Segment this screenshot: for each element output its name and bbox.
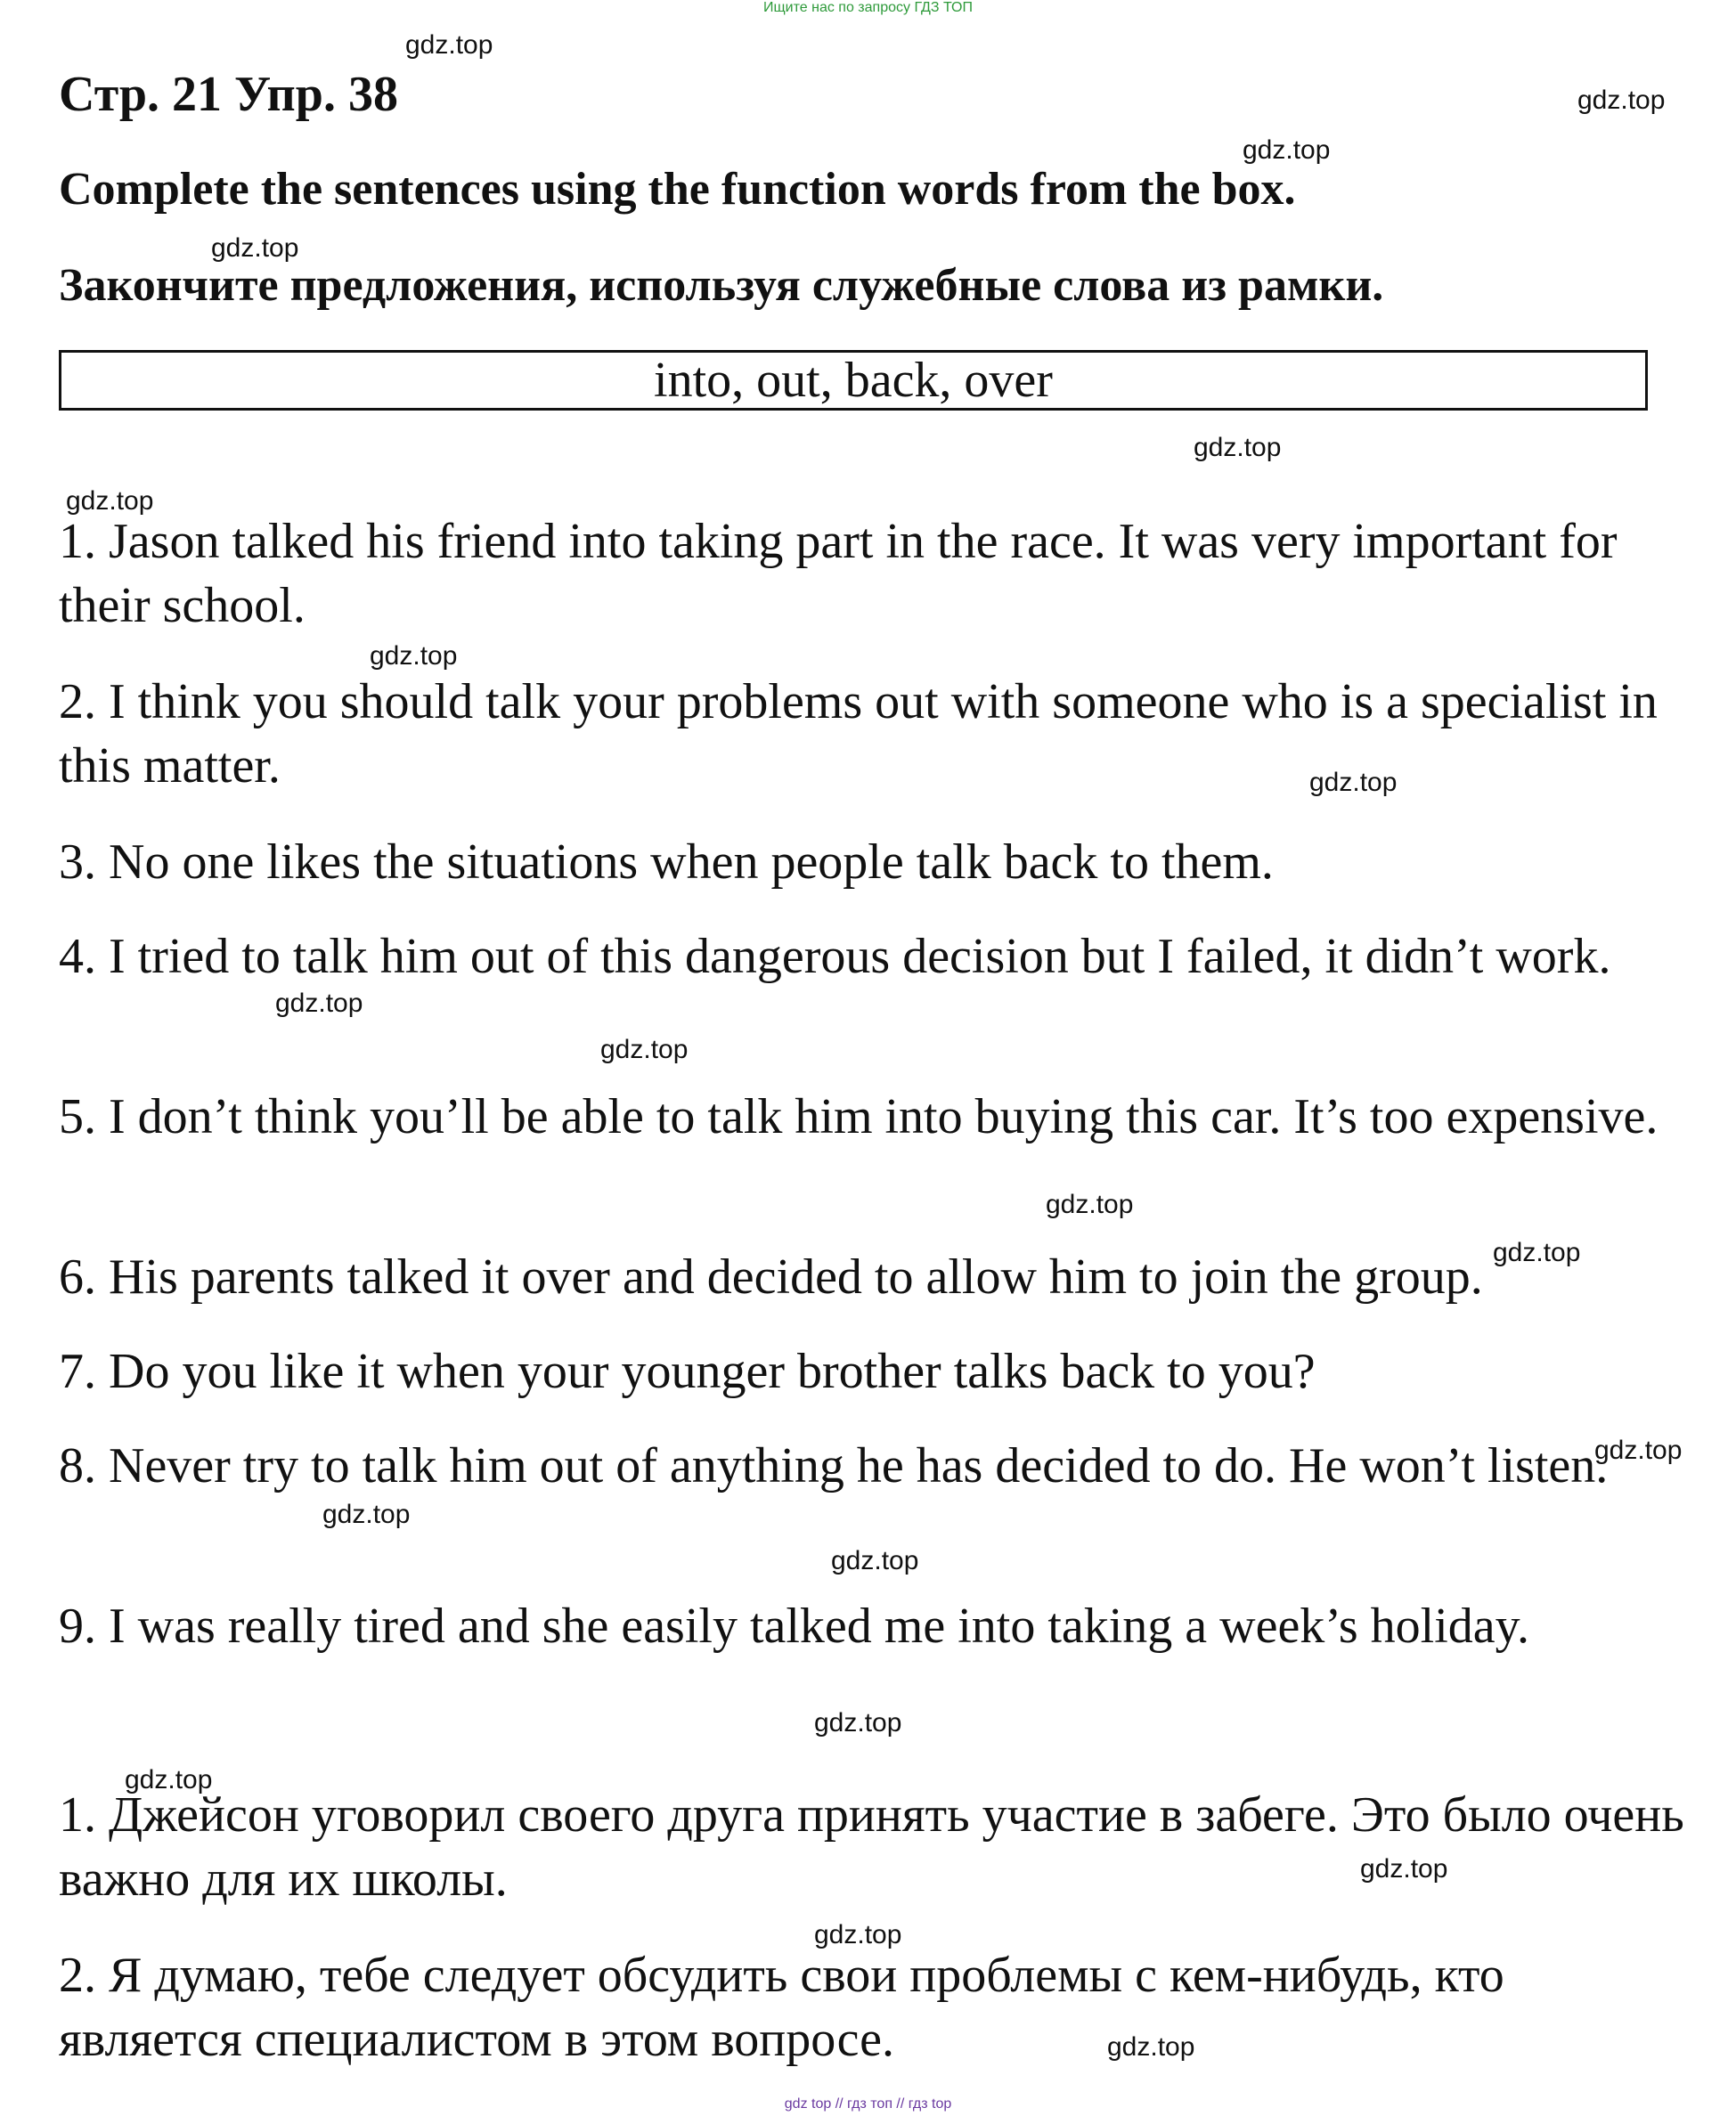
watermark: gdz.top	[1493, 1238, 1581, 1267]
instruction-english: Complete the sentences using the function words from the box.	[59, 164, 1296, 215]
sentence-ru-1: 1. Джейсон уговорил своего друга принять участие в забеге. Это было очень важно для их школы.	[59, 1787, 1684, 1907]
watermark: gdz.top	[1243, 135, 1331, 165]
sentence-en-6: 6. His parents talked it over and decided to allow him to join the group.	[59, 1249, 1483, 1305]
watermark: gdz.top	[814, 1708, 902, 1738]
watermark: gdz.top	[1046, 1190, 1134, 1219]
page-title: Стр. 21 Упр. 38	[59, 67, 398, 122]
watermark: gdz.top	[1577, 85, 1666, 115]
sentence-en-4: 4. I tried to talk him out of this dangerous decision but I failed, it didn’t work.	[59, 929, 1611, 984]
watermark: gdz.top	[211, 233, 299, 263]
word-box: into, out, back, over	[59, 350, 1648, 411]
watermark: gdz.top	[66, 486, 154, 516]
watermark: gdz.top	[1360, 1854, 1448, 1884]
watermark: gdz.top	[814, 1920, 902, 1949]
sentence-en-7: 7. Do you like it when your younger brother talks back to you?	[59, 1344, 1316, 1399]
watermark: gdz.top	[125, 1765, 213, 1795]
header-note: Ищите нас по запросу ГДЗ ТОП	[763, 0, 973, 15]
sentence-en-9: 9. I was really tired and she easily talked me into taking a week’s holiday.	[59, 1599, 1529, 1654]
sentence-en-8: 8. Never try to talk him out of anything he has decided to do. He won’t listen.	[59, 1438, 1609, 1493]
footer-note: gdz top // гдз топ // гдз top	[784, 2096, 952, 2112]
watermark: gdz.top	[275, 989, 363, 1018]
instruction-russian: Закончите предложения, используя служебные слова из рамки.	[59, 260, 1384, 311]
sentence-en-2: 2. I think you should talk your problems out with someone who is a specialist in this matter.	[59, 674, 1658, 794]
sentence-en-3: 3. No one likes the situations when people talk back to them.	[59, 834, 1274, 890]
watermark: gdz.top	[1309, 768, 1398, 797]
sentence-en-1: 1. Jason talked his friend into taking part in the race. It was very important for their school.	[59, 514, 1618, 633]
watermark: gdz.top	[600, 1035, 689, 1064]
watermark: gdz.top	[405, 30, 493, 60]
sentence-ru-2: 2. Я думаю, тебе следует обсудить свои проблемы с кем-нибудь, кто является специалистом в этом вопросе.	[59, 1948, 1504, 2067]
watermark: gdz.top	[1194, 433, 1282, 462]
sentence-en-5: 5. I don’t think you’ll be able to talk him into buying this car. It’s too expensive.	[59, 1089, 1659, 1144]
watermark: gdz.top	[322, 1500, 411, 1529]
watermark: gdz.top	[370, 641, 458, 671]
watermark: gdz.top	[1594, 1436, 1683, 1465]
watermark: gdz.top	[1107, 2032, 1195, 2062]
watermark: gdz.top	[831, 1546, 919, 1575]
